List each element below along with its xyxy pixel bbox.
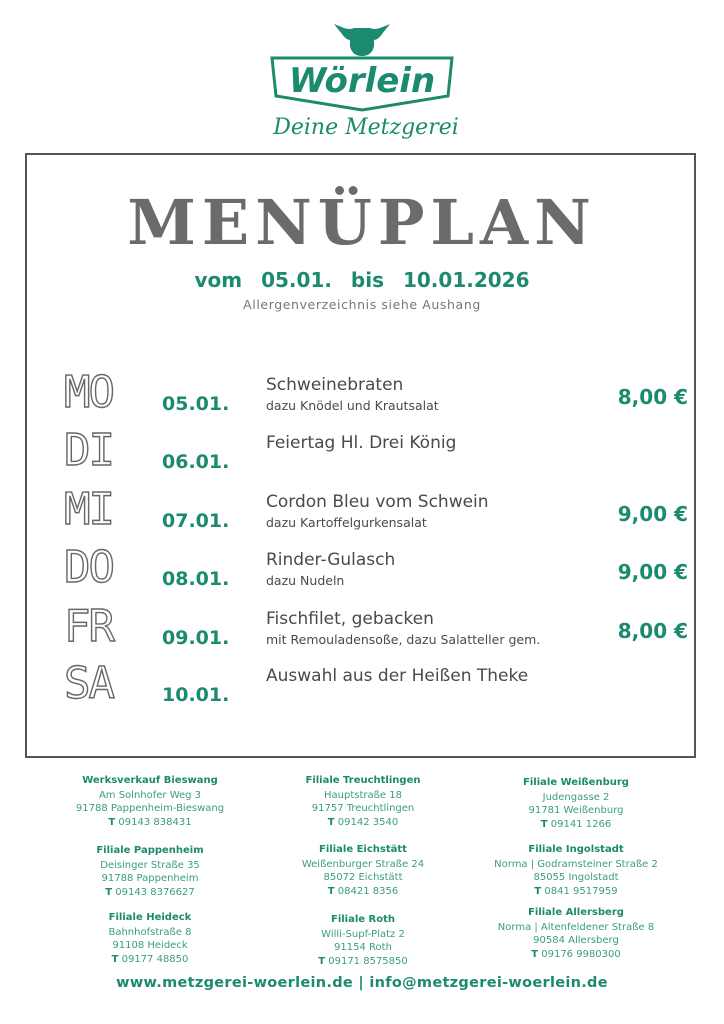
branch-city: 90584 Allersberg	[533, 935, 619, 946]
branch-info	[476, 843, 676, 898]
branch-info	[263, 843, 463, 898]
weekday-label: DI	[64, 425, 113, 476]
branch-street: Willi-Supf-Platz 2	[321, 928, 405, 940]
branch-street: Deisinger Straße 35	[100, 859, 200, 871]
tagline-text: Deine Metzgerei	[273, 115, 459, 140]
period-line	[0, 266, 724, 294]
phone-prefix: T	[318, 955, 326, 967]
branch-city: 91757 Treuchtlingen	[311, 803, 415, 814]
branch-city: 91781 Weißenburg	[528, 805, 624, 816]
menu-date: 07.01.	[162, 510, 230, 532]
menu-row	[0, 425, 724, 486]
branch-info	[476, 906, 676, 961]
dish-name: Fischfilet, gebacken	[266, 609, 434, 629]
phone-prefix: T	[531, 948, 539, 960]
branch-phone: 08421 8356	[337, 885, 399, 897]
branch-name: Filiale Heideck	[108, 912, 192, 923]
weekday-label: SA	[64, 658, 113, 709]
branch-name: Werksverkauf Bieswang	[82, 775, 218, 786]
branch-phone: 09141 1266	[550, 818, 612, 830]
menu-row	[0, 542, 724, 603]
dish-name: Rinder-Gulasch	[266, 550, 396, 570]
dish-side: dazu Knödel und Krautsalat	[266, 398, 439, 413]
woerlein-logo	[262, 22, 462, 146]
branch-name: Filiale Pappenheim	[96, 845, 204, 856]
weekday-label: MO	[64, 367, 113, 418]
branch-street: Weißenburger Straße 24	[301, 858, 425, 870]
phone-prefix: T	[327, 816, 335, 828]
branch-phone: 0841 9517959	[544, 885, 618, 897]
phone-prefix: T	[534, 885, 542, 897]
dish-side: mit Remouladensoße, dazu Salatteller gem.	[266, 632, 541, 647]
period-prefix: vom	[194, 268, 243, 292]
branch-name: Filiale Allersberg	[528, 907, 624, 918]
dish-price: 9,00 €	[617, 560, 688, 584]
branch-city: 91788 Pappenheim-Bieswang	[75, 803, 225, 814]
menu-row	[0, 601, 724, 662]
branch-city: 85072 Eichstätt	[323, 872, 403, 883]
dish-price: 9,00 €	[617, 502, 688, 526]
dish-name: Feiertag Hl. Drei König	[266, 433, 457, 453]
branch-name: Filiale Roth	[330, 914, 396, 925]
phone-prefix: T	[327, 885, 335, 897]
phone-prefix: T	[540, 818, 548, 830]
branch-info	[263, 913, 463, 968]
phone-prefix: T	[105, 886, 113, 898]
cow-head-icon	[334, 24, 390, 56]
menu-date: 08.01.	[162, 568, 230, 590]
menu-date: 09.01.	[162, 627, 230, 649]
brand-text: Wörlein	[288, 61, 436, 101]
branch-phone: 09143 8376627	[115, 886, 195, 898]
branch-street: Hauptstraße 18	[324, 789, 402, 801]
branch-name: Filiale Weißenburg	[523, 777, 629, 788]
branch-street: Norma | Altenfeldener Straße 8	[497, 921, 655, 933]
menu-row	[0, 367, 724, 428]
dish-name: Auswahl aus der Heißen Theke	[266, 666, 529, 686]
footer-contact: www.metzgerei-woerlein.de | info@metzgerei-woerlein.de	[116, 975, 608, 991]
weekday-label: DO	[64, 542, 113, 593]
menu-date: 10.01.	[162, 684, 230, 706]
branch-phone: 09143 838431	[118, 816, 192, 828]
branch-city: 91108 Heideck	[112, 940, 188, 951]
dish-side: dazu Kartoffelgurkensalat	[266, 515, 427, 530]
branch-phone: 09171 8575850	[328, 955, 408, 967]
dish-price: 8,00 €	[617, 619, 688, 643]
branch-phone: 09142 3540	[337, 816, 399, 828]
dish-name: Cordon Bleu vom Schwein	[266, 492, 489, 512]
period-to: 10.01.2026	[402, 268, 530, 292]
branch-street: Bahnhofstraße 8	[108, 926, 192, 938]
phone-prefix: T	[111, 953, 119, 965]
branch-street: Judengasse 2	[542, 791, 610, 803]
branch-info	[476, 776, 676, 831]
period-from: 05.01.	[261, 268, 332, 292]
branch-street: Norma | Godramsteiner Straße 2	[494, 858, 658, 870]
menu-row	[0, 658, 724, 719]
branch-city: 91154 Roth	[334, 942, 392, 953]
branch-info	[50, 774, 250, 829]
menu-date: 06.01.	[162, 451, 230, 473]
dish-name: Schweinebraten	[266, 375, 404, 395]
branch-name: Filiale Treuchtlingen	[305, 775, 421, 786]
period-mid: bis	[350, 268, 384, 292]
branch-info	[50, 844, 250, 899]
branch-street: Am Solnhofer Weg 3	[98, 789, 202, 801]
dish-price: 8,00 €	[617, 385, 688, 409]
branch-name: Filiale Eichstätt	[319, 844, 407, 855]
branch-city: 85055 Ingolstadt	[533, 872, 619, 883]
weekday-label: FR	[64, 601, 113, 652]
branch-city: 91788 Pappenheim	[101, 873, 199, 884]
weekday-label: MI	[64, 484, 113, 535]
dish-side: dazu Nudeln	[266, 573, 345, 588]
menu-date: 05.01.	[162, 393, 230, 415]
menu-row	[0, 484, 724, 545]
branch-phone: 09177 48850	[121, 953, 189, 965]
page-title: MENÜPLAN	[127, 186, 597, 259]
branch-name: Filiale Ingolstadt	[528, 844, 624, 855]
branch-phone: 09176 9980300	[541, 948, 621, 960]
branch-info	[263, 774, 463, 829]
phone-prefix: T	[108, 816, 116, 828]
branch-info	[50, 911, 250, 966]
allergen-note: Allergenverzeichnis siehe Aushang	[243, 297, 481, 312]
